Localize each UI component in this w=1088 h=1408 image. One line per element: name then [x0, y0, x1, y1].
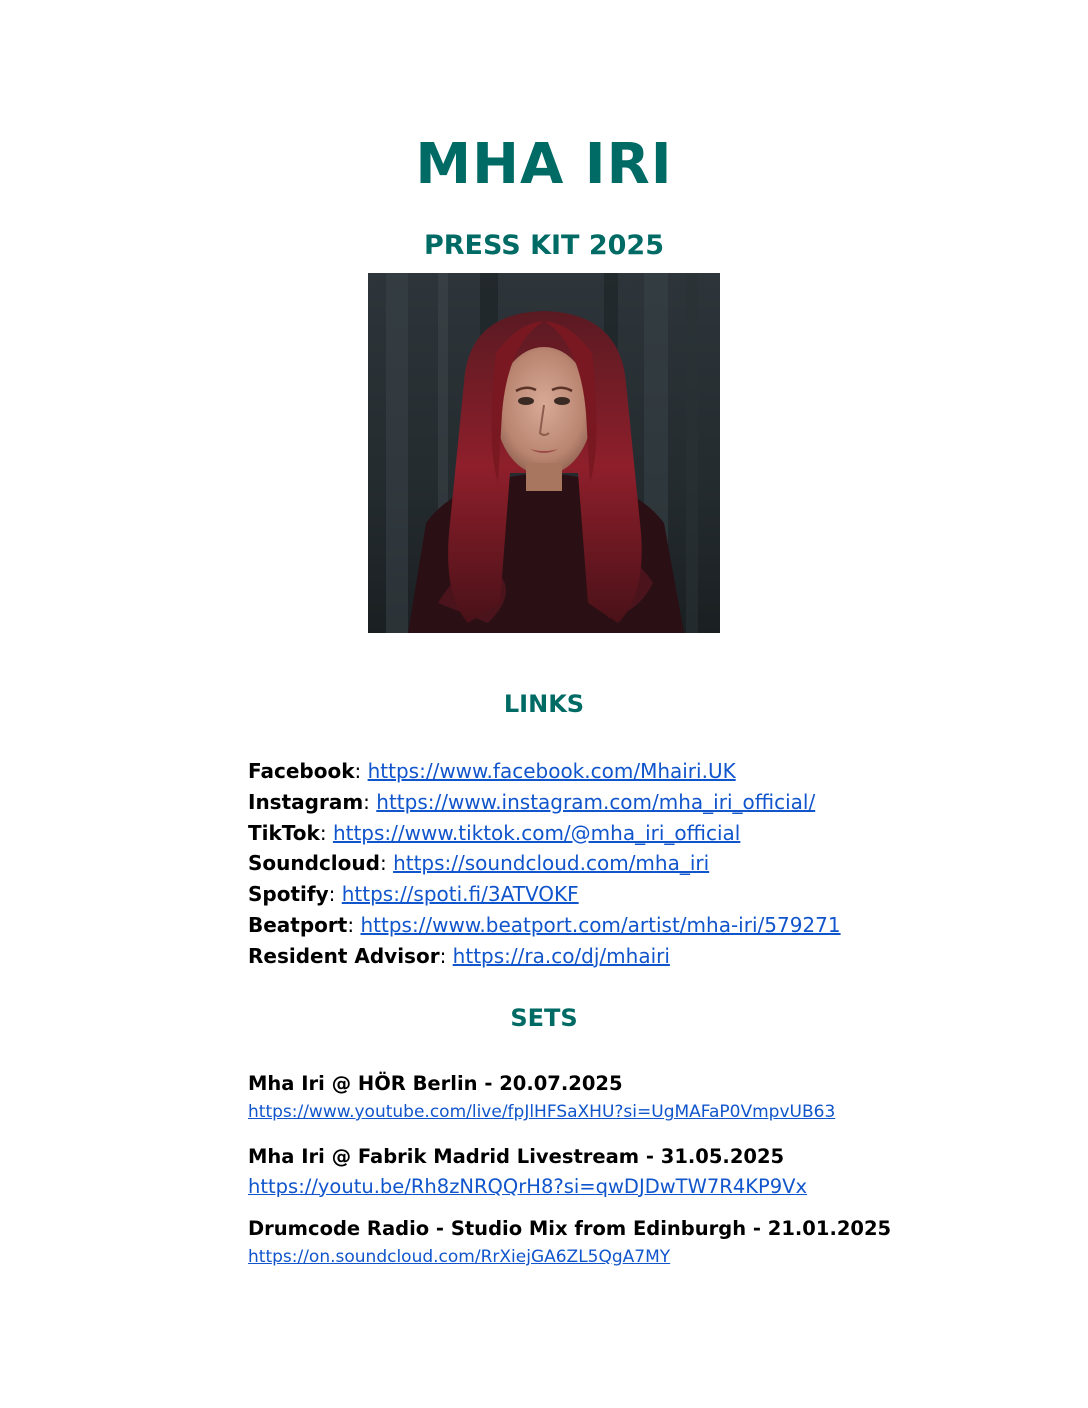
- sets-list: [248, 1070, 1048, 1288]
- set-title: Mha Iri @ HÖR Berlin - 20.07.2025: [248, 1072, 623, 1095]
- set-item: [248, 1070, 1048, 1143]
- link-label: Soundcloud: [248, 851, 380, 876]
- link-row-spotify: Spotify: https://spoti.fi/3ATVOKF: [248, 882, 579, 907]
- links-list: [248, 756, 1048, 972]
- resident-advisor-link[interactable]: https://ra.co/dj/mhairi: [452, 943, 670, 968]
- link-row-tiktok: TikTok: https://www.tiktok.com/@mha_iri_official: [248, 820, 741, 845]
- sets-heading: SETS: [510, 1004, 578, 1032]
- link-row-facebook: Facebook: https://www.facebook.com/Mhairi.UK: [248, 759, 736, 783]
- tiktok-link[interactable]: https://www.tiktok.com/@mha_iri_official: [332, 820, 741, 845]
- link-row-instagram: Instagram: https://www.instagram.com/mha_iri_official/: [248, 789, 816, 814]
- soundcloud-link[interactable]: https://soundcloud.com/mha_iri: [393, 851, 710, 876]
- set-link[interactable]: https://www.youtube.com/live/fpJlHFSaXHU?si=UgMAFaP0VmpvUB63: [248, 1102, 836, 1122]
- page-subtitle: PRESS KIT 2025: [423, 230, 665, 261]
- instagram-link[interactable]: https://www.instagram.com/mha_iri_official/: [376, 789, 816, 814]
- artist-photo: [368, 273, 720, 633]
- link-label: TikTok: [248, 820, 320, 845]
- link-label: Instagram: [248, 789, 364, 814]
- link-label: Resident Advisor: [248, 943, 440, 968]
- link-label: Beatport: [248, 912, 348, 937]
- set-title: Drumcode Radio - Studio Mix from Edinburgh - 21.01.2025: [248, 1217, 892, 1240]
- set-link[interactable]: https://on.soundcloud.com/RrXiejGA6ZL5QgA7MY: [248, 1247, 671, 1267]
- page-title: MHA IRI: [415, 132, 673, 197]
- links-heading: LINKS: [503, 690, 585, 718]
- spotify-link[interactable]: https://spoti.fi/3ATVOKF: [341, 882, 579, 907]
- link-row-resident-advisor: Resident Advisor: https://ra.co/dj/mhairi: [248, 943, 670, 968]
- set-title: Mha Iri @ Fabrik Madrid Livestream - 31.05.2025: [248, 1144, 785, 1168]
- link-label: Spotify: [248, 882, 329, 907]
- link-row-soundcloud: Soundcloud: https://soundcloud.com/mha_iri: [248, 851, 710, 876]
- set-item: [248, 1215, 1048, 1288]
- set-link[interactable]: https://youtu.be/Rh8zNRQQrH8?si=qwDJDwTW7R4KP9Vx: [248, 1174, 808, 1198]
- beatport-link[interactable]: https://www.beatport.com/artist/mha-iri/579271: [360, 912, 841, 937]
- link-row-beatport: Beatport: https://www.beatport.com/artist/mha-iri/579271: [248, 912, 841, 937]
- facebook-link[interactable]: https://www.facebook.com/Mhairi.UK: [367, 759, 736, 783]
- link-label: Facebook: [248, 759, 355, 783]
- set-item: [248, 1143, 1048, 1216]
